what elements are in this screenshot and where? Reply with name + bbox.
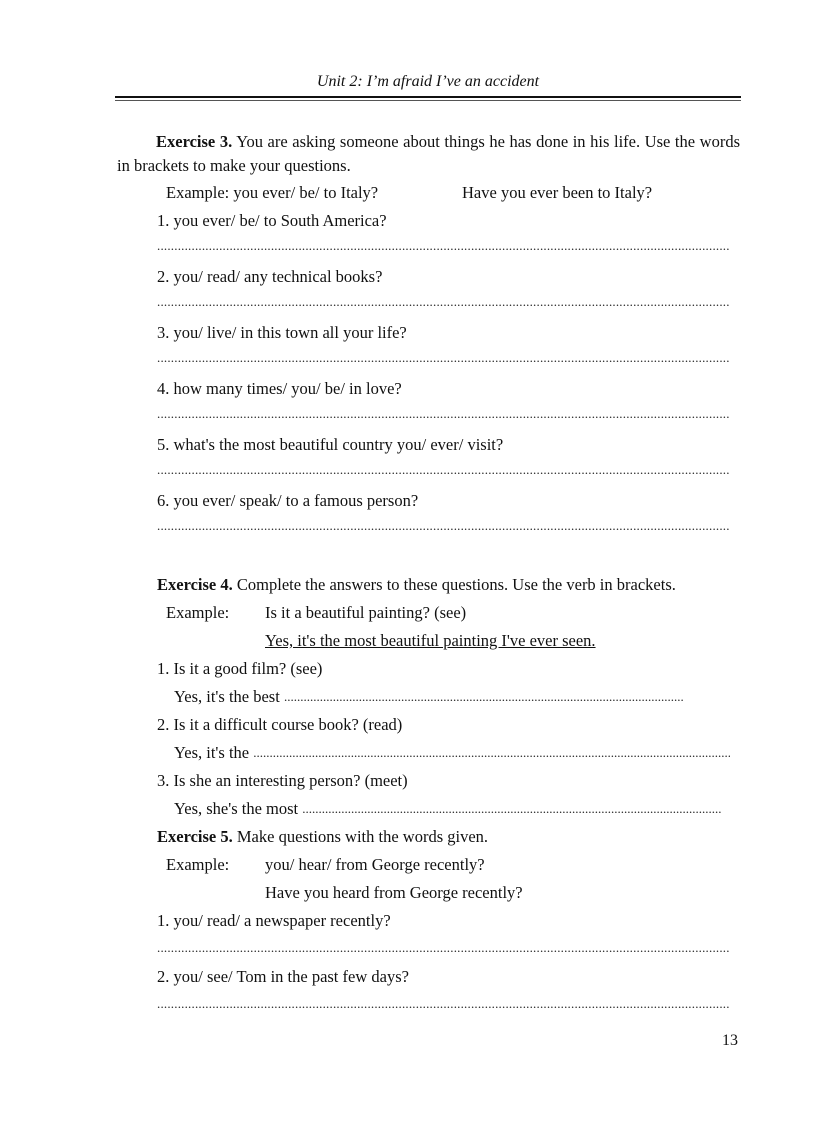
exercise-4-item-1: 1. Is it a good film? (see) xyxy=(157,659,323,678)
exercise-4-text: Complete the answers to these questions. Use the verb in brackets. xyxy=(232,575,676,594)
exercise-4-item-3: 3. Is she an interesting person? (meet) xyxy=(157,771,408,790)
exercise-3-item-4: 4. how many times/ you/ be/ in love? xyxy=(157,379,402,398)
exercise-5-item-1: 1. you/ read/ a newspaper recently? xyxy=(157,911,391,930)
answer-line-3-4[interactable] xyxy=(157,404,730,424)
page-number: 13 xyxy=(722,1032,738,1049)
exercise-5-example-answer: Have you heard from George recently? xyxy=(265,883,523,902)
exercise-4-answer-2-start: Yes, it's the xyxy=(174,743,254,762)
exercise-5-title: Exercise 5. xyxy=(157,827,233,846)
exercise-4-example-question: Is it a beautiful painting? (see) xyxy=(265,603,467,622)
answer-line-3-2[interactable] xyxy=(157,292,730,312)
exercise-4-title: Exercise 4. xyxy=(157,575,233,594)
exercise-5-example-label: Example: xyxy=(166,855,230,874)
header-rule-thin xyxy=(115,100,741,101)
exercise-4-answer-1[interactable] xyxy=(174,687,730,707)
exercise-5-item-2: 2. you/ see/ Tom in the past few days? xyxy=(157,967,409,986)
exercise-3-instruction xyxy=(117,130,740,178)
exercise-3-item-2: 2. you/ read/ any technical books? xyxy=(157,267,383,286)
exercise-5-text: Make questions with the words given. xyxy=(232,827,489,846)
exercise-3-text: You are asking someone about things he has done in his life. Use the words in brackets to make your questions. xyxy=(117,132,740,175)
exercise-4-example-answer: Yes, it's the most beautiful painting I've ever seen. xyxy=(265,631,596,650)
answer-line-3-6[interactable] xyxy=(157,516,730,536)
exercise-4-example-label: Example: xyxy=(166,603,230,622)
exercise-3-title: Exercise 3. xyxy=(156,132,233,151)
answer-line-3-3[interactable] xyxy=(157,348,730,368)
exercise-3-item-5: 5. what's the most beautiful country you/ ever/ visit? xyxy=(157,435,504,454)
exercise-4-answer-2[interactable] xyxy=(174,743,730,763)
exercise-4-answer-3[interactable] xyxy=(174,799,730,819)
answer-line-5-1[interactable] xyxy=(157,938,730,958)
exercise-4-answer-1-start: Yes, it's the best xyxy=(174,687,284,706)
exercise-4-instruction xyxy=(157,575,676,595)
exercise-3-example: Example: you ever/ be/ to Italy? xyxy=(166,183,379,202)
header-rule xyxy=(115,96,741,98)
exercise-4-answer-3-start: Yes, she's the most xyxy=(174,799,303,818)
exercise-5-example-prompt: you/ hear/ from George recently? xyxy=(265,855,485,874)
answer-line-3-5[interactable] xyxy=(157,460,730,480)
answer-fill-4-3[interactable] xyxy=(302,799,722,819)
answer-fill-4-1[interactable] xyxy=(284,687,684,707)
exercise-3-item-6: 6. you ever/ speak/ to a famous person? xyxy=(157,491,419,510)
exercise-3-item-1: 1. you ever/ be/ to South America? xyxy=(157,211,387,230)
running-header: Unit 2: I’m afraid I’ve an accident xyxy=(316,73,540,90)
answer-line-3-1[interactable] xyxy=(157,236,730,256)
exercise-3-example-answer: Have you ever been to Italy? xyxy=(462,183,653,202)
exercise-5-instruction xyxy=(157,827,488,847)
exercise-4-item-2: 2. Is it a difficult course book? (read) xyxy=(157,715,403,734)
exercise-3-item-3: 3. you/ live/ in this town all your life? xyxy=(157,323,407,342)
answer-line-5-2[interactable] xyxy=(157,994,730,1014)
answer-fill-4-2[interactable] xyxy=(253,743,730,763)
